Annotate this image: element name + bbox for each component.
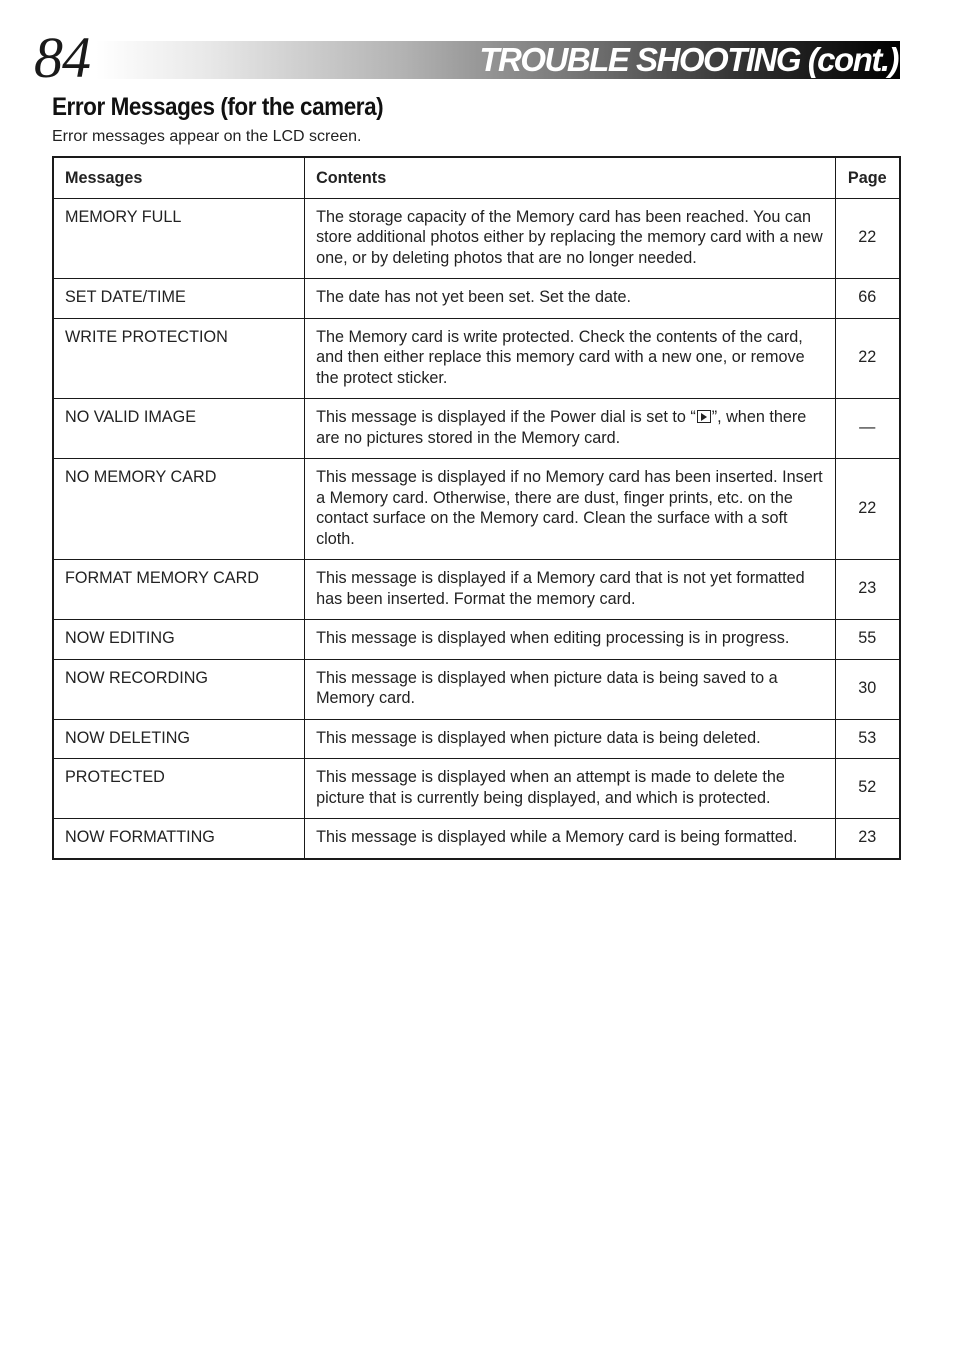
- contents-cell: This message is displayed when editing processing is in progress.: [305, 620, 835, 660]
- contents-cell: This message is displayed when an attempt is made to delete the picture that is currently being displayed, and which is protected.: [305, 759, 835, 819]
- page-cell: 55: [835, 620, 900, 660]
- table-row: [53, 819, 900, 859]
- contents-cell: This message is displayed while a Memory card is being formatted.: [305, 819, 835, 859]
- table-row: [53, 318, 900, 399]
- table-row: [53, 560, 900, 620]
- page-cell: 66: [835, 279, 900, 319]
- message-cell: WRITE PROTECTION: [53, 318, 305, 399]
- page-number: 84: [34, 25, 90, 90]
- message-cell: MEMORY FULL: [53, 198, 305, 279]
- contents-text-after: ”, when there are no pictures stored in the Memory card.: [316, 408, 807, 447]
- table-row: [53, 719, 900, 759]
- contents-cell: This message is displayed when picture data is being deleted.: [305, 719, 835, 759]
- contents-cell: The date has not yet been set. Set the date.: [305, 279, 835, 319]
- message-cell: FORMAT MEMORY CARD: [53, 560, 305, 620]
- table-row: [53, 198, 900, 279]
- contents-cell: This message is displayed if no Memory card has been inserted. Insert a Memory card. Otherwise, there are dust, finger prints, etc. on the contact surface on the Memory card. Clean the surface with a soft cloth.: [305, 459, 835, 560]
- section-intro: Error messages appear on the LCD screen.: [52, 128, 362, 145]
- message-cell: PROTECTED: [53, 759, 305, 819]
- message-cell: NOW EDITING: [53, 620, 305, 660]
- message-cell: NO MEMORY CARD: [53, 459, 305, 560]
- column-header-page: Page: [835, 157, 900, 198]
- message-cell: SET DATE/TIME: [53, 279, 305, 319]
- table-row: [53, 399, 900, 459]
- contents-cell: This message is displayed if a Memory card that is not yet formatted has been inserted. Format the memory card.: [305, 560, 835, 620]
- column-header-messages: Messages: [53, 157, 305, 198]
- message-cell: NOW RECORDING: [53, 659, 305, 719]
- play-mode-icon: [697, 410, 711, 423]
- table-row: [53, 459, 900, 560]
- section-title: Error Messages (for the camera): [52, 93, 384, 121]
- contents-cell: The storage capacity of the Memory card has been reached. You can store additional photos either by replacing the memory card with a new one, or by deleting photos that are no longer needed.: [305, 198, 835, 279]
- contents-cell: [305, 399, 835, 459]
- column-header-contents: Contents: [305, 157, 835, 198]
- contents-cell: The Memory card is write protected. Check the contents of the card, and then either replace this memory card with a new one, or remove the protect sticker.: [305, 318, 835, 399]
- table-row: [53, 279, 900, 319]
- page-header-title: TROUBLE SHOOTING (cont.): [479, 41, 898, 78]
- page-cell: 52: [835, 759, 900, 819]
- message-cell: NOW DELETING: [53, 719, 305, 759]
- table-row: [53, 620, 900, 660]
- page-cell: —: [835, 399, 900, 459]
- page-cell: 23: [835, 819, 900, 859]
- message-cell: NOW FORMATTING: [53, 819, 305, 859]
- table-row: [53, 759, 900, 819]
- table-header-row: [53, 157, 900, 198]
- contents-text-before: This message is displayed if the Power dial is set to “: [316, 408, 696, 426]
- page-cell: 22: [835, 459, 900, 560]
- contents-cell: This message is displayed when picture data is being saved to a Memory card.: [305, 659, 835, 719]
- page-cell: 23: [835, 560, 900, 620]
- page-cell: 30: [835, 659, 900, 719]
- message-cell: NO VALID IMAGE: [53, 399, 305, 459]
- page-cell: 22: [835, 198, 900, 279]
- page-cell: 53: [835, 719, 900, 759]
- page-cell: 22: [835, 318, 900, 399]
- error-messages-table: [52, 156, 901, 860]
- table-row: [53, 659, 900, 719]
